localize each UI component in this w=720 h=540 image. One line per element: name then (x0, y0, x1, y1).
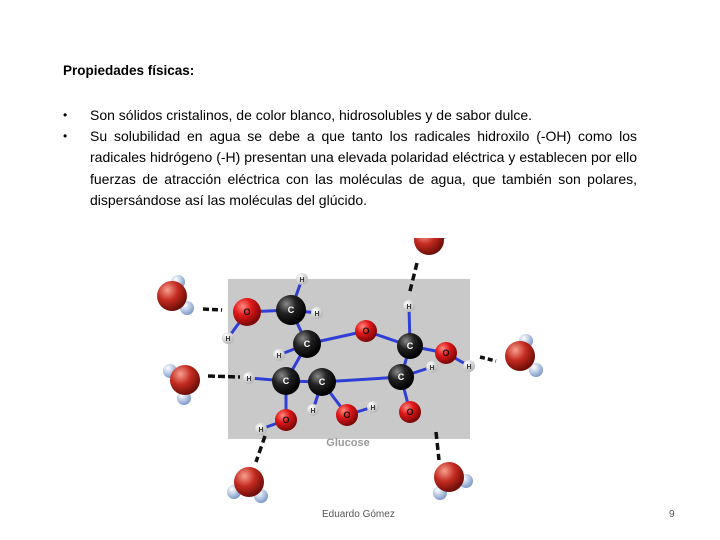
water-molecule (227, 467, 268, 503)
bullet-text: Su solubilidad en agua se debe a que tanto los radicales hidroxilo (-OH) como los radicales hidrógeno (-H) presentan una elevada polaridad eléctrica y establecen por ello fuerzas de atracción eléctrica con las moléculas de agua, que también son polares, dispersándose así las moléculas del glúcido. (90, 128, 637, 208)
svg-text:H: H (370, 405, 376, 412)
svg-text:O: O (282, 415, 290, 425)
glucose-caption: Glucose (326, 437, 370, 449)
section-heading: Propiedades físicas: (63, 63, 195, 78)
svg-text:C: C (318, 377, 326, 387)
svg-text:H: H (299, 277, 305, 284)
water-molecule (505, 334, 543, 377)
bullet-text: Son sólidos cristalinos, de color blanco, hidrosolubles y de sabor dulce. (90, 107, 533, 123)
water-molecule (157, 275, 194, 315)
svg-text:H: H (314, 311, 320, 318)
water-molecule (409, 238, 450, 255)
svg-text:C: C (282, 376, 290, 386)
svg-text:C: C (397, 372, 405, 382)
svg-text:O: O (362, 326, 370, 336)
list-item (63, 126, 637, 211)
water-molecule (163, 364, 200, 405)
svg-text:H: H (429, 365, 435, 372)
property-list (63, 105, 637, 211)
page-number: 9 (669, 509, 675, 520)
svg-text:O: O (442, 348, 450, 358)
svg-text:H: H (276, 353, 282, 360)
bullet-marker: • (63, 129, 68, 144)
footer-author: Eduardo Gómez (322, 509, 395, 520)
svg-text:O: O (343, 410, 351, 420)
svg-text:H: H (225, 336, 231, 343)
svg-text:O: O (243, 307, 251, 317)
svg-text:H: H (246, 376, 252, 383)
svg-text:C: C (287, 305, 295, 315)
svg-text:H: H (466, 364, 472, 371)
svg-text:C: C (303, 339, 311, 349)
glucose-water-illustration (140, 238, 560, 510)
svg-text:O: O (406, 407, 414, 417)
svg-text:C: C (406, 341, 414, 351)
svg-text:H: H (406, 304, 412, 311)
list-item (63, 105, 637, 126)
svg-text:H: H (258, 427, 264, 434)
svg-text:H: H (310, 408, 316, 415)
bullet-marker: • (63, 108, 68, 122)
water-molecule (433, 462, 473, 500)
